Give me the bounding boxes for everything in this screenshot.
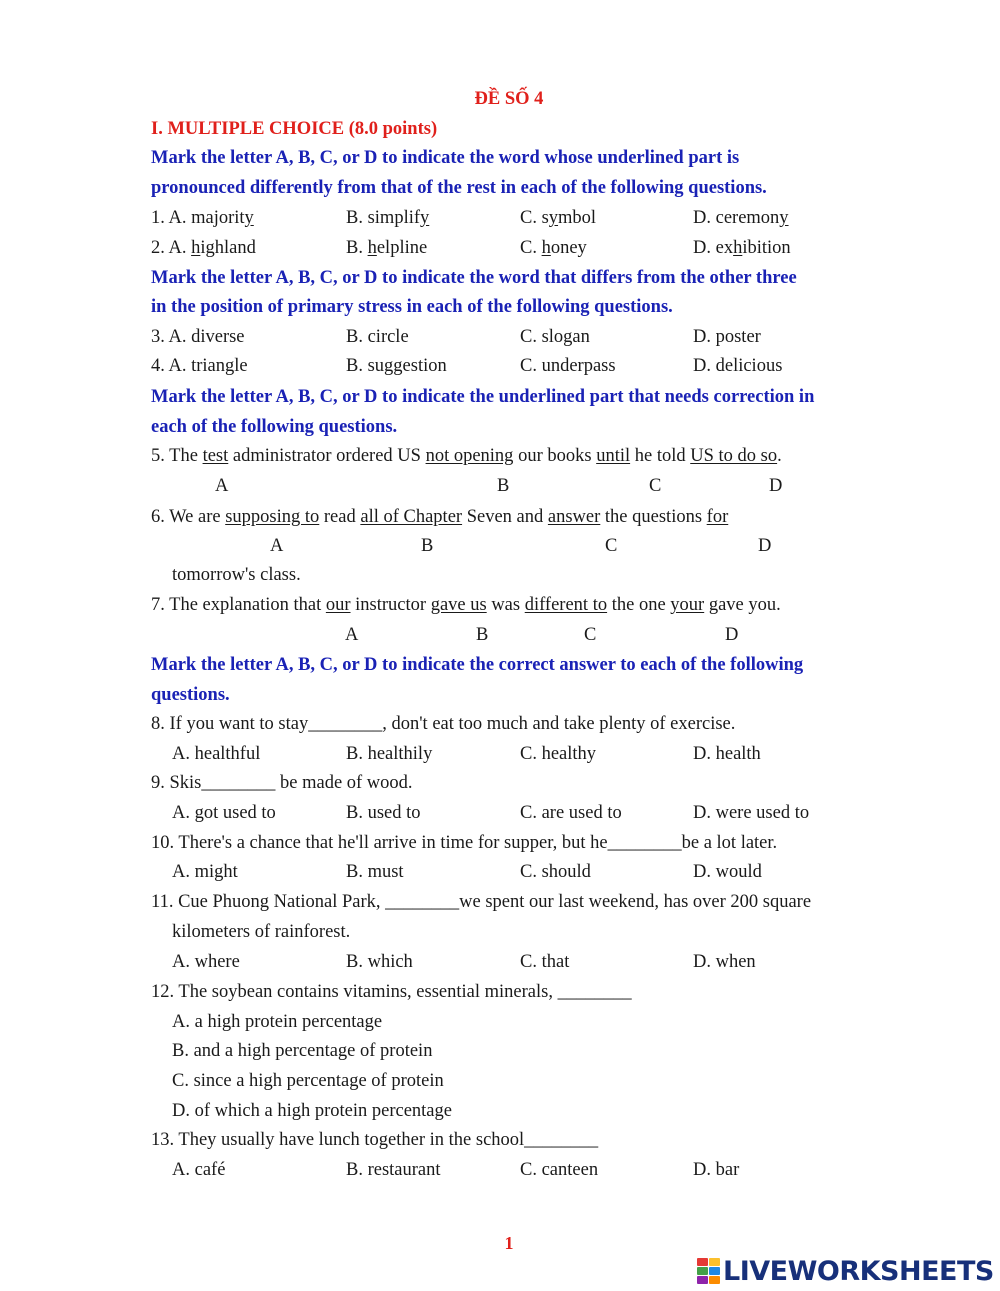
- q13-stem: 13. They usually have lunch together in the school________: [151, 1130, 599, 1150]
- q1-option-d[interactable]: D. ceremony: [693, 208, 789, 228]
- q8-option-b[interactable]: B. healthily: [346, 744, 433, 764]
- instruction-stress-line-2: in the position of primary stress in each of the following questions.: [151, 297, 673, 317]
- q5-part-b[interactable]: not opening: [425, 446, 514, 466]
- q11-option-d[interactable]: D. when: [693, 952, 756, 972]
- q3-option-d[interactable]: D. poster: [693, 327, 761, 347]
- q9-option-a[interactable]: A. got used to: [172, 803, 276, 823]
- q8-option-c[interactable]: C. healthy: [520, 744, 597, 764]
- q13-option-b[interactable]: B. restaurant: [346, 1160, 441, 1180]
- q11-option-a[interactable]: A. where: [172, 952, 240, 972]
- instruction-pronunciation-line-1: Mark the letter A, B, C, or D to indicate the word whose underlined part is: [151, 148, 740, 168]
- q7-part-a[interactable]: our: [325, 595, 351, 615]
- q9-stem: 9. Skis________ be made of wood.: [151, 773, 413, 793]
- q6-letter-b: B: [421, 536, 434, 556]
- q6-letter-a: A: [270, 536, 284, 556]
- q7-letter-d: D: [725, 625, 739, 645]
- instruction-correction-line-1: Mark the letter A, B, C, or D to indicate the underlined part that needs correction in: [151, 387, 815, 407]
- q10-option-d[interactable]: D. would: [693, 862, 762, 882]
- q4-option-c[interactable]: C. underpass: [520, 356, 616, 376]
- q8-option-d[interactable]: D. health: [693, 744, 761, 764]
- q4-option-a[interactable]: 4. A. triangle: [151, 356, 248, 376]
- q13-option-a[interactable]: A. café: [172, 1160, 226, 1180]
- q12-stem: 12. The soybean contains vitamins, essential minerals, ________: [151, 982, 632, 1002]
- q5-sentence: 5. The test administrator ordered US not opening our books until he told US to do so.: [151, 446, 782, 466]
- q7-letter-c: C: [584, 625, 597, 645]
- q2-option-d[interactable]: D. exhibition: [693, 238, 791, 258]
- q13-option-c[interactable]: C. canteen: [520, 1160, 599, 1180]
- q10-option-b[interactable]: B. must: [346, 862, 404, 882]
- q9-option-b[interactable]: B. used to: [346, 803, 421, 823]
- liveworksheets-logo-text: LIVEWORKSHEETS: [723, 1255, 994, 1287]
- q5-letter-d: D: [769, 476, 783, 496]
- q5-part-c[interactable]: until: [596, 446, 631, 466]
- q12-option-c[interactable]: C. since a high percentage of protein: [172, 1071, 444, 1091]
- q9-option-d[interactable]: D. were used to: [693, 803, 810, 823]
- q7-sentence: 7. The explanation that our instructor gave us was different to the one your gave you.: [151, 595, 781, 615]
- q3-option-c[interactable]: C. slogan: [520, 327, 590, 347]
- q5-letter-a: A: [215, 476, 229, 496]
- q12-option-b[interactable]: B. and a high percentage of protein: [172, 1041, 433, 1061]
- q4-option-d[interactable]: D. delicious: [693, 356, 783, 376]
- liveworksheets-logo-icon: [697, 1258, 720, 1284]
- q6-sentence: 6. We are supposing to read all of Chapter Seven and answer the questions for: [151, 507, 729, 527]
- q2-option-b[interactable]: B. helpline: [346, 238, 428, 258]
- q1-option-b[interactable]: B. simplify: [346, 208, 430, 228]
- q7-part-b[interactable]: gave us: [430, 595, 487, 615]
- q9-option-c[interactable]: C. are used to: [520, 803, 622, 823]
- q1-option-a[interactable]: 1. A. majority: [151, 208, 254, 228]
- liveworksheets-logo[interactable]: [697, 1254, 994, 1288]
- q2-option-c[interactable]: C. honey: [520, 238, 587, 258]
- q2-option-a[interactable]: 2. A. highland: [151, 238, 256, 258]
- instruction-correction-line-2: each of the following questions.: [151, 417, 398, 437]
- page-number: 1: [504, 1233, 514, 1253]
- q5-letter-b: B: [497, 476, 510, 496]
- q6-continuation: tomorrow's class.: [172, 565, 301, 585]
- section-heading: I. MULTIPLE CHOICE (8.0 points): [151, 119, 438, 139]
- instruction-pronunciation-line-2: pronounced differently from that of the rest in each of the following questions.: [151, 178, 767, 198]
- q6-part-d[interactable]: for: [706, 507, 729, 527]
- q3-option-a[interactable]: 3. A. diverse: [151, 327, 245, 347]
- instruction-answer-line-1: Mark the letter A, B, C, or D to indicate the correct answer to each of the following: [151, 655, 804, 675]
- q10-option-c[interactable]: C. should: [520, 862, 591, 882]
- q11-option-c[interactable]: C. that: [520, 952, 570, 972]
- q12-option-d[interactable]: D. of which a high protein percentage: [172, 1101, 452, 1121]
- q6-part-c[interactable]: answer: [547, 507, 601, 527]
- q13-option-d[interactable]: D. bar: [693, 1160, 740, 1180]
- q5-part-a[interactable]: test: [202, 446, 229, 466]
- q6-part-a[interactable]: supposing to: [225, 507, 320, 527]
- q6-letter-c: C: [605, 536, 618, 556]
- q11-stem: 11. Cue Phuong National Park, ________we spent our last weekend, has over 200 square: [151, 892, 812, 912]
- instruction-stress-line-1: Mark the letter A, B, C, or D to indicate the word that differs from the other three: [151, 268, 797, 288]
- q12-option-a[interactable]: A. a high protein percentage: [172, 1012, 383, 1032]
- q7-part-c[interactable]: different to: [524, 595, 608, 615]
- q10-option-a[interactable]: A. might: [172, 862, 238, 882]
- q3-option-b[interactable]: B. circle: [346, 327, 409, 347]
- q10-stem: 10. There's a chance that he'll arrive in time for supper, but he________be a lot later.: [151, 833, 778, 853]
- q6-part-b[interactable]: all of Chapter: [360, 507, 463, 527]
- q5-letter-c: C: [649, 476, 662, 496]
- q4-option-b[interactable]: B. suggestion: [346, 356, 447, 376]
- q7-letter-b: B: [476, 625, 489, 645]
- q5-part-d[interactable]: US to do so: [690, 446, 778, 466]
- q7-letter-a: A: [345, 625, 359, 645]
- test-title: ĐỀ SỐ 4: [474, 89, 544, 109]
- q8-stem: 8. If you want to stay________, don't eat too much and take plenty of exercise.: [151, 714, 736, 734]
- q7-part-d[interactable]: your: [670, 595, 705, 615]
- q1-option-c[interactable]: C. symbol: [520, 208, 597, 228]
- q11-continuation: kilometers of rainforest.: [172, 922, 351, 942]
- q11-option-b[interactable]: B. which: [346, 952, 413, 972]
- q6-letter-d: D: [758, 536, 772, 556]
- instruction-answer-line-2: questions.: [151, 685, 230, 705]
- q8-option-a[interactable]: A. healthful: [172, 744, 261, 764]
